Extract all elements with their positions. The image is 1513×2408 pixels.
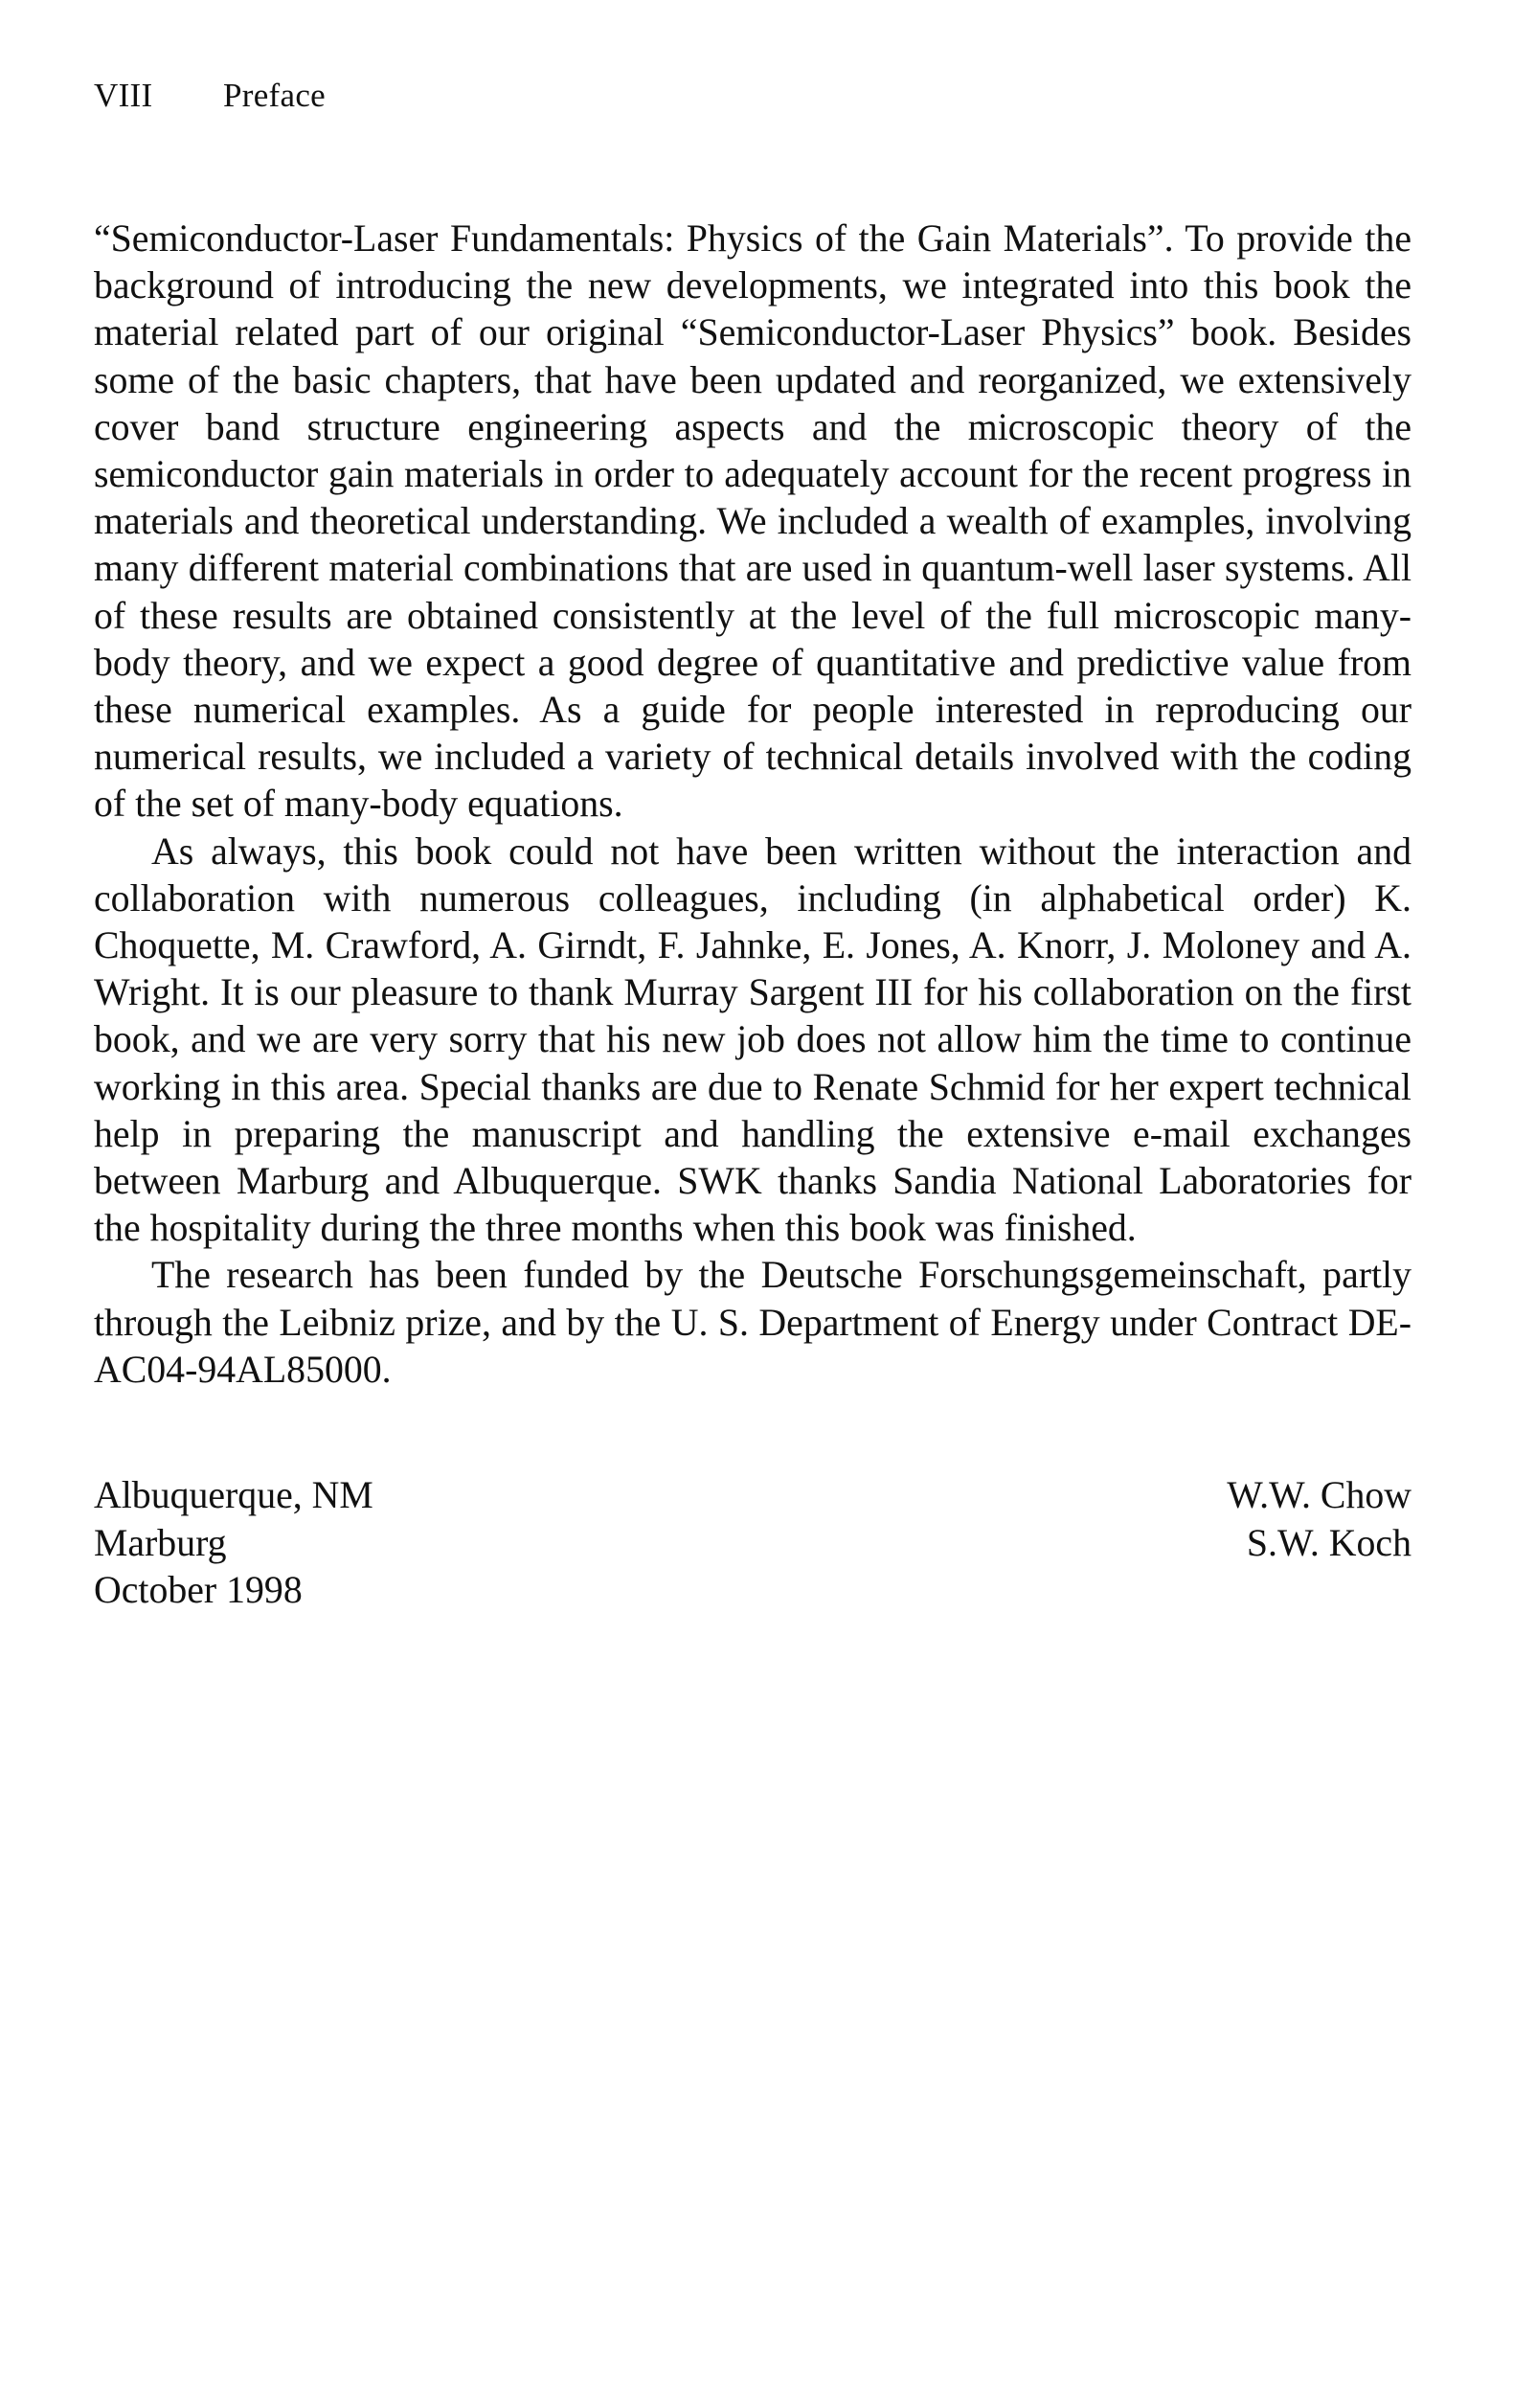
paragraph-1: “Semiconductor-Laser Fundamentals: Physics of the Gain Materials”. To provide the background of introducing the new developments, we integrated into this book the material related part of our original “Semiconductor-Laser Physics” book. Besides some of the basic chapters, that have been updated and reorganized, we extensively cover band structure engineering aspects and the microscopic theory of the semiconductor gain materials in order to adequately account for the recent progress in materials and theoretical understanding. We included a wealth of examples, involving many different material combinations that are used in quantum-well laser systems. All of these results are obtained consistently at the level of the full microscopic many-body theory, and we expect a good degree of quantitative and predictive value from these numerical examples. As a guide for people interested in reproducing our numerical results, we included a variety of technical details involved with the coding of the set of many-body equations. [94,217,1411,826]
preface-body [94,216,1411,1394]
section-title: Preface [223,77,327,114]
paragraph-2: As always, this book could not have been written without the interaction and collaboration with numerous colleagues, including (in alphabetical order) K. Choquette, M. Crawford, A. Girndt, F. Jahnke, E. Jones, A. Knorr, J. Moloney and A. Wright. It is our pleasure to thank Murray Sargent III for his collaboration on the first book, and we are very sorry that his new job does not allow him the time to continue working in this area. Special thanks are due to Renate Schmid for her expert technical help in preparing the manuscript and handling the extensive e-mail exchanges between Marburg and Albuquerque. SWK thanks Sandia National Laboratories for the hospitality during the three months when this book was finished. [94,829,1411,1250]
running-head [94,67,1411,125]
book-page [94,67,1411,1615]
signature-places [94,1472,373,1615]
author-chow: W.W. Chow [1227,1474,1411,1517]
paragraph-3: The research has been funded by the Deutsche Forschungsgemeinschaft, partly through the Leibniz prize, and by the U. S. Department of Energy under Contract DE-AC04-94AL85000. [94,1254,1411,1391]
signature-date: October 1998 [94,1569,303,1612]
signature-authors [1227,1472,1411,1615]
author-koch: S.W. Koch [1246,1521,1411,1564]
place-marburg: Marburg [94,1521,227,1564]
page-number: VIII [94,77,153,114]
place-albuquerque: Albuquerque, NM [94,1474,373,1517]
signature-block [94,1472,1411,1615]
